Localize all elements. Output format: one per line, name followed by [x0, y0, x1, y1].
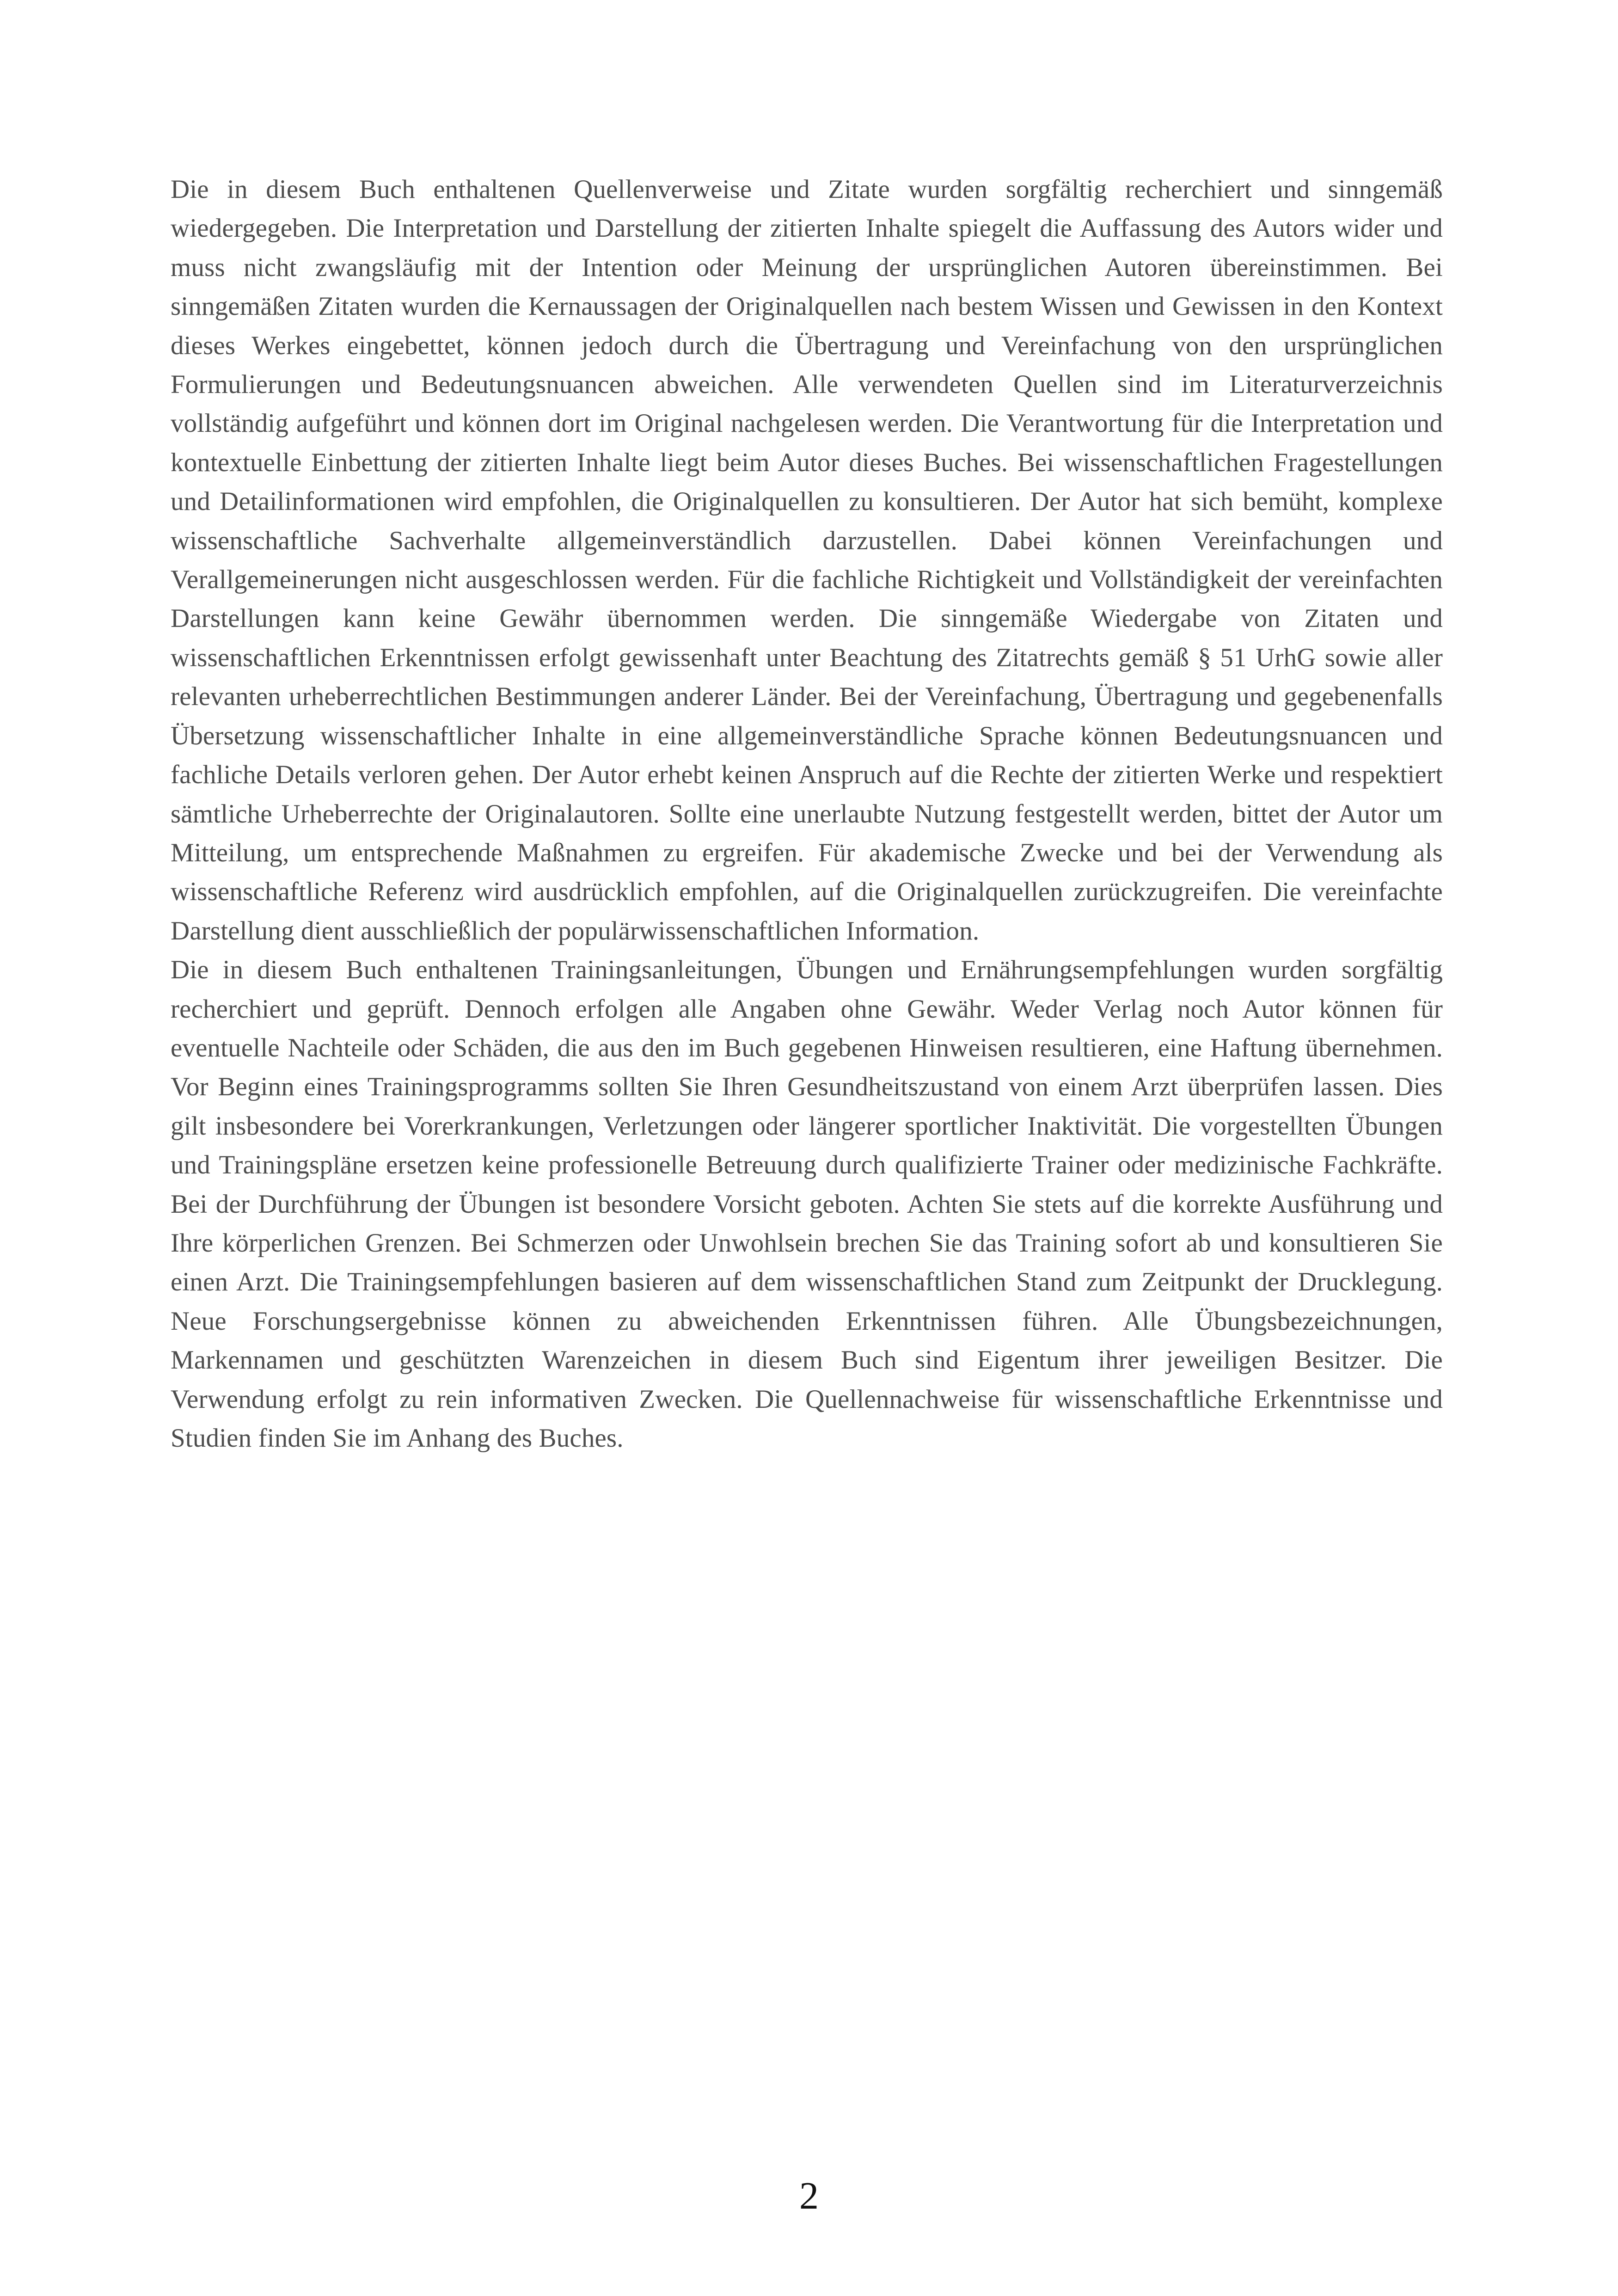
paragraph-source-disclaimer: Die in diesem Buch enthaltenen Quellenverweise und Zitate wurden sorgfältig recherchiert und sinngemäß wiedergegeben. Die Interpretation und Darstellung der zitierten Inhalte spiegelt die Auffassung des Autors wider und muss nicht zwangsläufig mit der Intention oder Meinung der ursprünglichen Autoren übereinstimmen. Bei sinngemäßen Zitaten wurden die Kernaussagen der Originalquellen nach bestem Wissen und Gewissen in den Kontext dieses Werkes eingebettet, können jedoch durch die Übertragung und Vereinfachung von den ursprünglichen Formulierungen und Bedeutungsnuancen abweichen. Alle verwendeten Quellen sind im Literaturverzeichnis vollständig aufgeführt und können dort im Original nachgelesen werden. Die Verantwortung für die Interpretation und kontextuelle Einbettung der zitierten Inhalte liegt beim Autor dieses Buches. Bei wissenschaftlichen Fragestellungen und Detailinformationen wird empfohlen, die Originalquellen zu konsultieren. Der Autor hat sich bemüht, komplexe wissenschaftliche Sachverhalte allgemeinverständlich darzustellen. Dabei können Vereinfachungen und Verallgemeinerungen nicht ausgeschlossen werden. Für die fachliche Richtigkeit und Vollständigkeit der vereinfachten Darstellungen kann keine Gewähr übernommen werden. Die sinngemäße Wiedergabe von Zitaten und wissenschaftlichen Erkenntnissen erfolgt gewissenhaft unter Beachtung des Zitatrechts gemäß § 51 UrhG sowie aller relevanten urheberrechtlichen Bestimmungen anderer Länder. Bei der Vereinfachung, Übertragung und gegebenenfalls Übersetzung wissenschaftlicher Inhalte in eine allgemeinverständliche Sprache können Bedeutungsnuancen und fachliche Details verloren gehen. Der Autor erhebt keinen Anspruch auf die Rechte der zitierten Werke und respektiert sämtliche Urheberrechte der Originalautoren. Sollte eine unerlaubte Nutzung festgestellt werden, bittet der Autor um Mitteilung, um entsprechende Maßnahmen zu ergreifen. Für akademische Zwecke und bei der Verwendung als wissenschaftliche Referenz wird ausdrücklich empfohlen, auf die Originalquellen zurückzugreifen. Die vereinfachte Darstellung dient ausschließlich der populärwissenschaftlichen Information.	[171, 175, 1443, 945]
paragraph-training-disclaimer: Die in diesem Buch enthaltenen Trainingsanleitungen, Übungen und Ernährungsempfehlungen wurden sorgfältig recherchiert und geprüft. Dennoch erfolgen alle Angaben ohne Gewähr. Weder Verlag noch Autor können für eventuelle Nachteile oder Schäden, die aus den im Buch gegebenen Hinweisen resultieren, eine Haftung übernehmen. Vor Beginn eines Trainingsprogramms sollten Sie Ihren Gesundheitszustand von einem Arzt überprüfen lassen. Dies gilt insbesondere bei Vorerkrankungen, Verletzungen oder längerer sportlicher Inaktivität. Die vorgestellten Übungen und Trainingspläne ersetzen keine professionelle Betreuung durch qualifizierte Trainer oder medizinische Fachkräfte. Bei der Durchführung der Übungen ist besondere Vorsicht geboten. Achten Sie stets auf die korrekte Ausführung und Ihre körperlichen Grenzen. Bei Schmerzen oder Unwohlsein brechen Sie das Training sofort ab und konsultieren Sie einen Arzt. Die Trainingsempfehlungen basieren auf dem wissenschaftlichen Stand zum Zeitpunkt der Drucklegung. Neue Forschungsergebnisse können zu abweichenden Erkenntnissen führen. Alle Übungsbezeichnungen, Markennamen und geschützten Warenzeichen in diesem Buch sind Eigentum ihrer jeweiligen Besitzer. Die Verwendung erfolgt zu rein informativen Zwecken. Die Quellennachweise für wissenschaftliche Erkenntnisse und Studien finden Sie im Anhang des Buches.	[171, 955, 1443, 1453]
page-number: 2	[799, 2174, 819, 2217]
body-text	[171, 170, 1443, 1458]
